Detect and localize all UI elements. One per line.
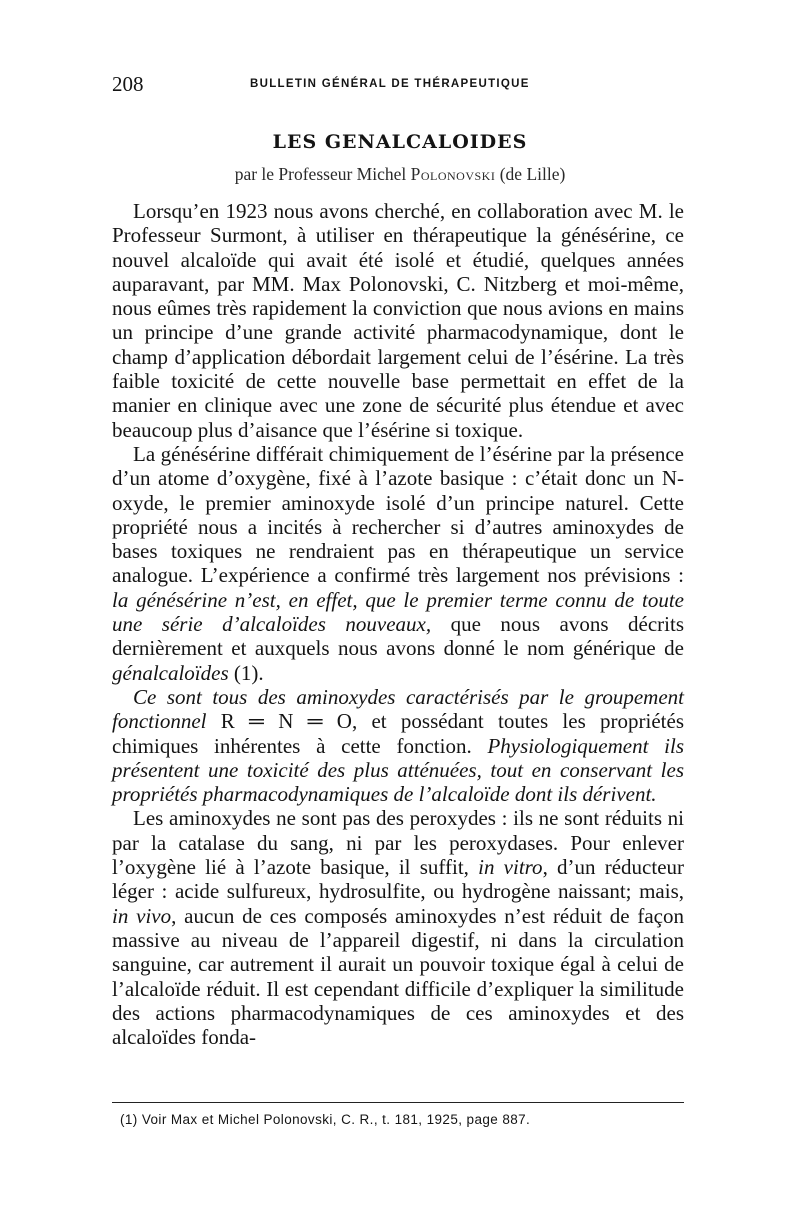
paragraph-4-text-cont: , d’un réducteur léger : acide sulfureux, hydrosulfite, ou hydrogène naissant; mais, — [112, 855, 685, 904]
paragraph-2-text-cont: que nous avons décrits dernièrement et auxquels nous avons donné le nom générique de — [112, 612, 684, 661]
footnote-reference: (1). — [228, 660, 264, 685]
paragraph-2-text: La génésérine différait chimiquement de l’ésérine par la présence d’un atome d’oxygène, fixé à l’azote basique : c’était donc un N-oxyde, le premier aminoxyde isolé d’un principe naturel. Cette propriété nous a incités à rechercher si d’autres aminoxydes de bases toxiques ne rendraient pas en thérapeutique un service analogue. L’expérience a confirmé très largement nos prévisions : — [112, 441, 684, 588]
paragraph-1: Lorsqu’en 1923 nous avons cherché, en collaboration avec M. le Professeur Surmont, à utiliser en thérapeutique la génésérine, ce nouvel alcaloïde qui avait été isolé et étudié, quelques années auparavant, par MM. Max Polonovski, C. Nitzberg et moi-même, nous eûmes très rapidement la conviction que nous avions en mains un principe d’une grande activité pharmacodynamique, dont le champ d’application débordait largement celui de l’ésérine. La très faible toxicité de cette nouvelle base permettait en effet de la manier en clinique avec une zone de sécurité plus étendue et avec beaucoup plus d’aisance que l’ésérine si toxique. — [112, 199, 684, 442]
chemical-formula-text: R ═ N ═ O, et possédant toutes les propriétés chimiques inhérentes à cette fonction. — [112, 709, 684, 758]
running-head — [112, 72, 684, 96]
paragraph-2-emphasis: la génésérine n’est, en effet, que le premier terme connu de toute une série d’alcaloïdes nouveaux, — [112, 587, 684, 637]
paragraph-3-emphasis: Ce sont tous des aminoxydes caractérisés par le groupement fonctionnel — [112, 684, 684, 734]
in-vitro: in vitro — [478, 855, 543, 880]
generic-term: génalcaloïdes — [112, 660, 229, 685]
footnote: (1) Voir Max et Michel Polonovski, C. R., t. 181, 1925, page 887. — [120, 1112, 531, 1127]
paragraph-2 — [112, 442, 684, 685]
byline-prefix: par le Professeur Michel — [234, 164, 411, 184]
author-name: Polonovski — [410, 164, 496, 184]
page-number: 208 — [112, 72, 144, 96]
paragraph-3 — [112, 685, 684, 806]
paragraph-4 — [112, 806, 684, 1049]
article-body — [112, 199, 684, 1049]
byline — [0, 164, 800, 185]
paragraph-3-emphasis-cont: Physiologiquement ils présentent une toxicité des plus atténuées, tout en conservant les propriétés pharmacodynamiques de l’alcaloïde dont ils dérivent. — [112, 733, 684, 807]
byline-suffix: (de Lille) — [495, 164, 566, 184]
paragraph-4-text: Les aminoxydes ne sont pas des peroxydes : ils ne sont réduits ni par la catalase du sang, ni par les peroxydases. Pour enlever l’oxygène lié à l’azote basique, il suffit, — [112, 806, 684, 880]
paragraph-4-text-end: , aucun de ces composés aminoxydes n’est réduit de façon massive au niveau de l’appareil digestif, ni dans la circulation sanguine, car autrement il aurait un pouvoir toxique égal à celui de l’alcaloïde réduit. Il est cependant difficile d’expliquer la similitude des actions pharmacodynamiques de ces aminoxydes et des alcaloïdes fonda- — [112, 903, 684, 1050]
article-title: LES GENALCALOIDES — [272, 131, 528, 153]
journal-title: BULLETIN GÉNÉRAL DE THÉRAPEUTIQUE — [250, 78, 530, 90]
footnote-divider — [112, 1102, 684, 1103]
in-vivo: in vivo — [112, 903, 172, 928]
